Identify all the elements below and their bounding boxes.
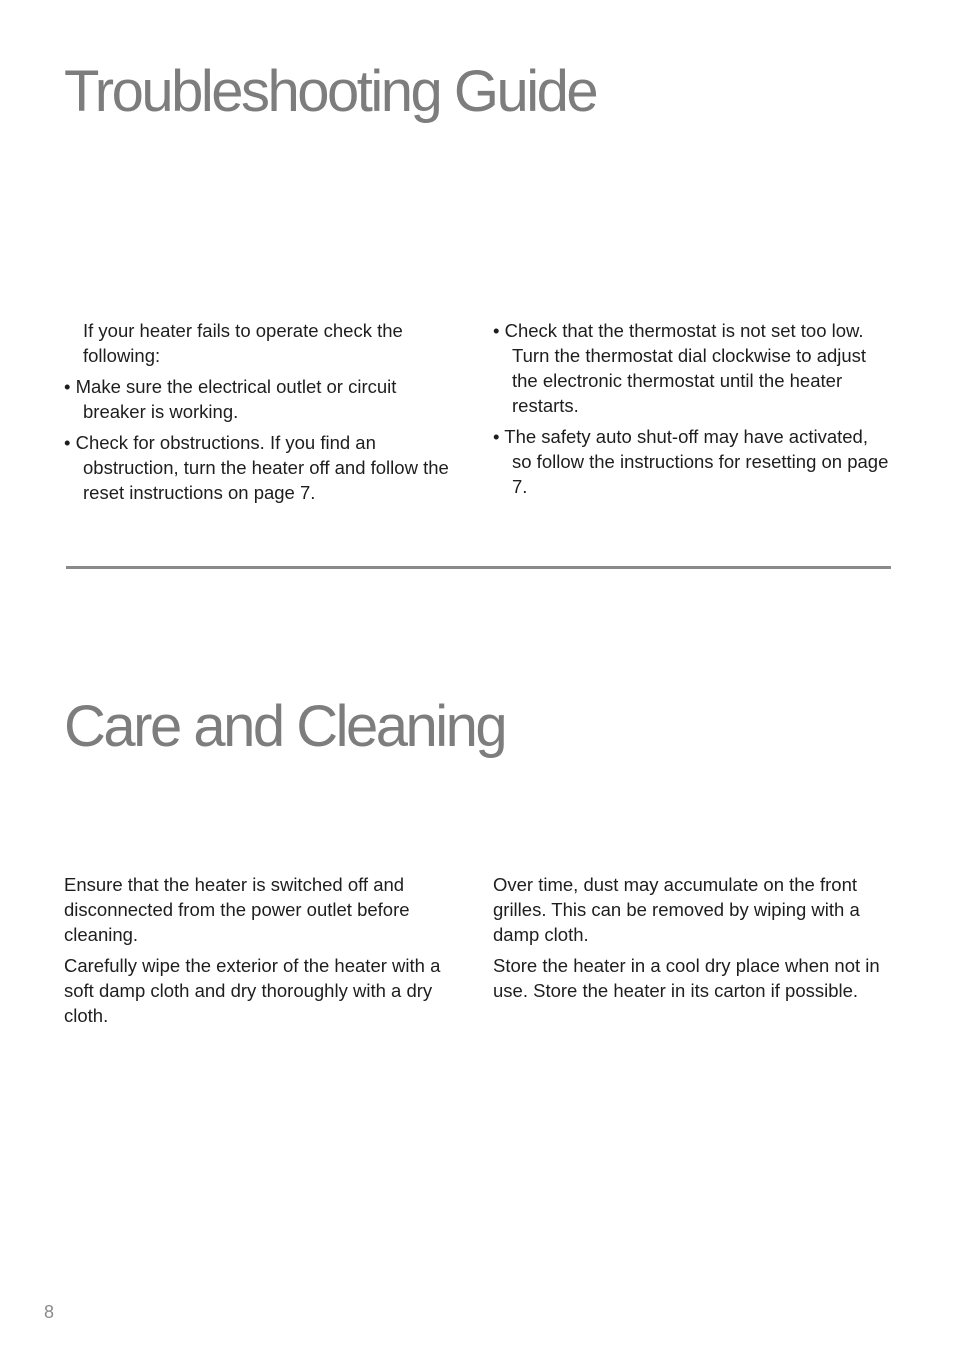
care-cleaning-title: Care and Cleaning xyxy=(64,694,506,759)
section-divider xyxy=(66,566,891,569)
page-number: 8 xyxy=(44,1302,55,1322)
troubleshooting-left-column xyxy=(64,318,460,511)
troubleshooting-item-auto-shut-off: • The safety auto shut-off may have activated, so follow the instructions for resetting on page 7. xyxy=(493,426,889,497)
troubleshooting-intro: If your heater fails to operate check the following: xyxy=(83,320,403,366)
troubleshooting-item-obstructions: • Check for obstructions. If you find an obstruction, turn the heater off and follow the reset instructions on page 7. xyxy=(64,432,449,503)
care-right-column xyxy=(493,872,889,1009)
care-paragraph-storage: Store the heater in a cool dry place when not in use. Store the heater in its carton if possible. xyxy=(493,955,880,1001)
troubleshooting-right-column xyxy=(493,318,889,505)
care-left-column xyxy=(64,872,460,1034)
care-paragraph-switch-off: Ensure that the heater is switched off and disconnected from the power outlet before cleaning. xyxy=(64,874,410,945)
troubleshooting-title: Troubleshooting Guide xyxy=(64,59,597,124)
care-paragraph-wipe-exterior: Carefully wipe the exterior of the heater with a soft damp cloth and dry thoroughly with a dry cloth. xyxy=(64,955,441,1026)
troubleshooting-item-outlet: • Make sure the electrical outlet or circuit breaker is working. xyxy=(64,376,397,422)
troubleshooting-item-thermostat: • Check that the thermostat is not set too low. Turn the thermostat dial clockwise to adjust the electronic thermostat until the heater restarts. xyxy=(493,320,867,416)
care-paragraph-dust: Over time, dust may accumulate on the front grilles. This can be removed by wiping with a damp cloth. xyxy=(493,874,860,945)
